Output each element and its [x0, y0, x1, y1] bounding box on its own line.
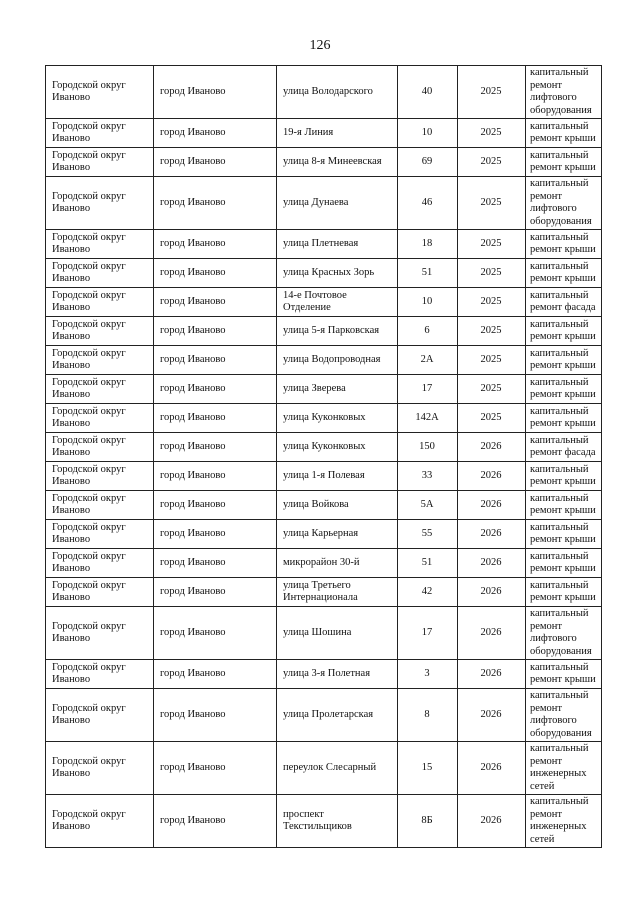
house-number-cell: 6: [398, 317, 458, 346]
work-type-cell: капитальный ремонт лифтового оборудования: [526, 689, 602, 742]
house-number-cell: 10: [398, 288, 458, 317]
house-number-cell: 33: [398, 462, 458, 491]
district-cell: Городской округ Иваново: [46, 66, 154, 119]
table-row: [46, 288, 602, 317]
year-cell: 2026: [458, 660, 526, 689]
year-cell: 2025: [458, 66, 526, 119]
work-type-cell: капитальный ремонт крыши: [526, 578, 602, 607]
city-cell: город Иваново: [154, 607, 277, 660]
city-cell: город Иваново: [154, 230, 277, 259]
work-type-cell: капитальный ремонт фасада: [526, 433, 602, 462]
district-cell: Городской округ Иваново: [46, 230, 154, 259]
street-cell: улица 1-я Полевая: [277, 462, 398, 491]
table-row: [46, 491, 602, 520]
year-cell: 2026: [458, 689, 526, 742]
work-type-cell: капитальный ремонт крыши: [526, 520, 602, 549]
table-row: [46, 520, 602, 549]
work-type-cell: капитальный ремонт крыши: [526, 404, 602, 433]
district-cell: Городской округ Иваново: [46, 346, 154, 375]
street-cell: переулок Слесарный: [277, 742, 398, 795]
district-cell: Городской округ Иваново: [46, 119, 154, 148]
district-cell: Городской округ Иваново: [46, 742, 154, 795]
city-cell: город Иваново: [154, 66, 277, 119]
district-cell: Городской округ Иваново: [46, 148, 154, 177]
street-cell: 14-е Почтовое Отделение: [277, 288, 398, 317]
house-number-cell: 46: [398, 177, 458, 230]
year-cell: 2025: [458, 288, 526, 317]
table-row: [46, 119, 602, 148]
city-cell: город Иваново: [154, 578, 277, 607]
street-cell: 19-я Линия: [277, 119, 398, 148]
year-cell: 2025: [458, 148, 526, 177]
house-number-cell: 55: [398, 520, 458, 549]
work-type-cell: капитальный ремонт крыши: [526, 148, 602, 177]
district-cell: Городской округ Иваново: [46, 317, 154, 346]
district-cell: Городской округ Иваново: [46, 288, 154, 317]
house-number-cell: 8Б: [398, 795, 458, 848]
work-type-cell: капитальный ремонт фасада: [526, 288, 602, 317]
district-cell: Городской округ Иваново: [46, 491, 154, 520]
city-cell: город Иваново: [154, 491, 277, 520]
year-cell: 2025: [458, 375, 526, 404]
city-cell: город Иваново: [154, 119, 277, 148]
street-cell: микрорайон 30-й: [277, 549, 398, 578]
district-cell: Городской округ Иваново: [46, 177, 154, 230]
table-row: [46, 689, 602, 742]
year-cell: 2026: [458, 491, 526, 520]
city-cell: город Иваново: [154, 742, 277, 795]
house-number-cell: 142А: [398, 404, 458, 433]
work-type-cell: капитальный ремонт инженерных сетей: [526, 795, 602, 848]
district-cell: Городской округ Иваново: [46, 462, 154, 491]
street-cell: проспект Текстильщиков: [277, 795, 398, 848]
house-number-cell: 69: [398, 148, 458, 177]
work-type-cell: капитальный ремонт крыши: [526, 462, 602, 491]
city-cell: город Иваново: [154, 549, 277, 578]
year-cell: 2026: [458, 578, 526, 607]
street-cell: улица Карьерная: [277, 520, 398, 549]
house-number-cell: 51: [398, 259, 458, 288]
city-cell: город Иваново: [154, 462, 277, 491]
year-cell: 2026: [458, 462, 526, 491]
street-cell: улица 3-я Полетная: [277, 660, 398, 689]
table-row: [46, 607, 602, 660]
street-cell: улица Шошина: [277, 607, 398, 660]
street-cell: улица 8-я Минеевская: [277, 148, 398, 177]
house-number-cell: 51: [398, 549, 458, 578]
street-cell: улица Плетневая: [277, 230, 398, 259]
district-cell: Городской округ Иваново: [46, 549, 154, 578]
district-cell: Городской округ Иваново: [46, 404, 154, 433]
work-type-cell: капитальный ремонт инженерных сетей: [526, 742, 602, 795]
street-cell: улица Пролетарская: [277, 689, 398, 742]
work-type-cell: капитальный ремонт крыши: [526, 230, 602, 259]
city-cell: город Иваново: [154, 404, 277, 433]
city-cell: город Иваново: [154, 317, 277, 346]
district-cell: Городской округ Иваново: [46, 433, 154, 462]
table-row: [46, 404, 602, 433]
house-number-cell: 18: [398, 230, 458, 259]
table-row: [46, 462, 602, 491]
work-type-cell: капитальный ремонт крыши: [526, 375, 602, 404]
house-number-cell: 2А: [398, 346, 458, 375]
city-cell: город Иваново: [154, 288, 277, 317]
work-type-cell: капитальный ремонт лифтового оборудования: [526, 66, 602, 119]
work-type-cell: капитальный ремонт крыши: [526, 346, 602, 375]
city-cell: город Иваново: [154, 795, 277, 848]
year-cell: 2025: [458, 404, 526, 433]
city-cell: город Иваново: [154, 148, 277, 177]
city-cell: город Иваново: [154, 689, 277, 742]
year-cell: 2026: [458, 520, 526, 549]
district-cell: Городской округ Иваново: [46, 607, 154, 660]
year-cell: 2026: [458, 742, 526, 795]
street-cell: улица Водопроводная: [277, 346, 398, 375]
table-row: [46, 375, 602, 404]
house-number-cell: 42: [398, 578, 458, 607]
table-row: [46, 433, 602, 462]
work-type-cell: капитальный ремонт крыши: [526, 259, 602, 288]
district-cell: Городской округ Иваново: [46, 689, 154, 742]
work-type-cell: капитальный ремонт лифтового оборудования: [526, 177, 602, 230]
table-row: [46, 66, 602, 119]
year-cell: 2026: [458, 433, 526, 462]
year-cell: 2025: [458, 119, 526, 148]
street-cell: улица Красных Зорь: [277, 259, 398, 288]
city-cell: город Иваново: [154, 660, 277, 689]
table-row: [46, 660, 602, 689]
year-cell: 2026: [458, 795, 526, 848]
city-cell: город Иваново: [154, 177, 277, 230]
district-cell: Городской округ Иваново: [46, 520, 154, 549]
street-cell: улица Володарского: [277, 66, 398, 119]
street-cell: улица Зверева: [277, 375, 398, 404]
house-number-cell: 8: [398, 689, 458, 742]
city-cell: город Иваново: [154, 375, 277, 404]
street-cell: улица Дунаева: [277, 177, 398, 230]
city-cell: город Иваново: [154, 346, 277, 375]
work-type-cell: капитальный ремонт крыши: [526, 491, 602, 520]
city-cell: город Иваново: [154, 520, 277, 549]
house-number-cell: 17: [398, 375, 458, 404]
table-row: [46, 742, 602, 795]
table-row: [46, 317, 602, 346]
work-type-cell: капитальный ремонт крыши: [526, 549, 602, 578]
house-number-cell: 10: [398, 119, 458, 148]
repair-schedule-table: [45, 65, 602, 848]
year-cell: 2026: [458, 607, 526, 660]
year-cell: 2025: [458, 259, 526, 288]
district-cell: Городской округ Иваново: [46, 259, 154, 288]
table-row: [46, 549, 602, 578]
house-number-cell: 17: [398, 607, 458, 660]
table-row: [46, 230, 602, 259]
district-cell: Городской округ Иваново: [46, 375, 154, 404]
table-row: [46, 259, 602, 288]
table-row: [46, 578, 602, 607]
work-type-cell: капитальный ремонт крыши: [526, 317, 602, 346]
year-cell: 2025: [458, 317, 526, 346]
table-row: [46, 177, 602, 230]
district-cell: Городской округ Иваново: [46, 578, 154, 607]
table-row: [46, 346, 602, 375]
work-type-cell: капитальный ремонт лифтового оборудования: [526, 607, 602, 660]
city-cell: город Иваново: [154, 259, 277, 288]
street-cell: улица Войкова: [277, 491, 398, 520]
house-number-cell: 40: [398, 66, 458, 119]
table-row: [46, 795, 602, 848]
year-cell: 2025: [458, 346, 526, 375]
house-number-cell: 150: [398, 433, 458, 462]
page-number: 126: [309, 38, 331, 53]
house-number-cell: 3: [398, 660, 458, 689]
street-cell: улица Куконковых: [277, 404, 398, 433]
table-row: [46, 148, 602, 177]
house-number-cell: 5А: [398, 491, 458, 520]
work-type-cell: капитальный ремонт крыши: [526, 119, 602, 148]
street-cell: улица Куконковых: [277, 433, 398, 462]
district-cell: Городской округ Иваново: [46, 795, 154, 848]
street-cell: улица 5-я Парковская: [277, 317, 398, 346]
house-number-cell: 15: [398, 742, 458, 795]
year-cell: 2026: [458, 549, 526, 578]
district-cell: Городской округ Иваново: [46, 660, 154, 689]
city-cell: город Иваново: [154, 433, 277, 462]
year-cell: 2025: [458, 230, 526, 259]
street-cell: улица Третьего Интернационала: [277, 578, 398, 607]
work-type-cell: капитальный ремонт крыши: [526, 660, 602, 689]
year-cell: 2025: [458, 177, 526, 230]
